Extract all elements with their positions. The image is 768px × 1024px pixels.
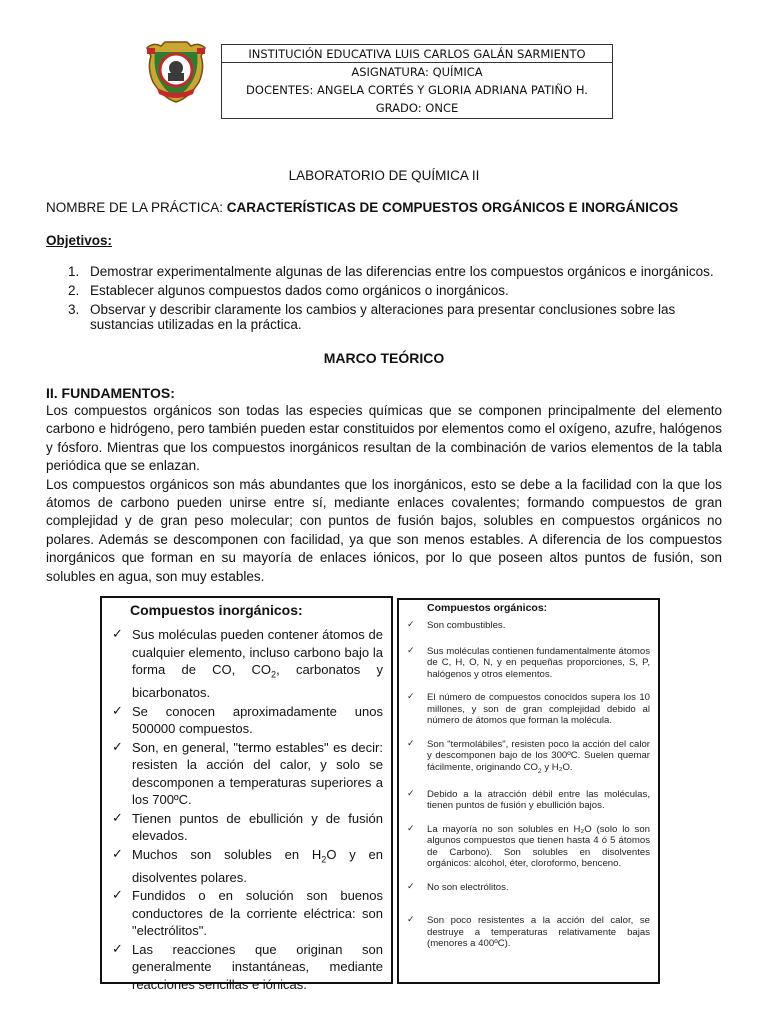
item-text: No son electrólitos. — [427, 881, 509, 893]
organic-compounds-box — [397, 598, 660, 984]
organic-item — [405, 915, 650, 950]
subscript: 2 — [271, 669, 277, 680]
inorganic-title: Compuestos inorgánicos: — [130, 602, 303, 618]
organic-item — [405, 789, 650, 812]
checkmark-icon: ✓ — [407, 788, 415, 799]
practice-label: NOMBRE DE LA PRÁCTICA: — [46, 200, 227, 215]
inorganic-item — [110, 887, 383, 940]
item-text: Sus moléculas contienen fundamentalmente átomos de C, H, O, N, y en pequeñas proporciones, S, P, halógenos y otros elementos. — [427, 645, 650, 680]
item-text: y H₂O. — [541, 761, 573, 773]
inorganic-item — [110, 739, 383, 809]
objective-number: 1. — [68, 264, 80, 279]
item-text: Muchos son solubles en H — [132, 846, 322, 862]
item-text: Debido a la atracción débil entre las moléculas, tienen puntos de fusión y ebullición bajos. — [427, 788, 650, 812]
objective-number: 3. — [68, 302, 80, 317]
checkmark-icon: ✓ — [112, 739, 123, 755]
theoretical-framework-heading: MARCO TEÓRICO — [323, 350, 445, 366]
objective-item — [46, 283, 726, 298]
checkmark-icon: ✓ — [407, 915, 415, 926]
item-text: Sus moléculas pueden contener átomos de cualquier elemento, incluso carbono bajo la forma de CO, CO — [132, 627, 383, 677]
school-shield-logo — [143, 38, 209, 104]
teachers-line: DOCENTES: ANGELA CORTÉS Y GLORIA ADRIANA PATIÑO H. — [246, 83, 588, 97]
inorganic-item — [110, 626, 383, 702]
item-text: O y en disolventes polares. — [132, 846, 383, 885]
organic-item — [405, 646, 650, 681]
objectives-list — [46, 264, 726, 336]
fundamentals-text — [46, 402, 722, 586]
practice-name-line — [46, 200, 678, 215]
grade-line: GRADO: ONCE — [375, 101, 459, 115]
paragraph: Los compuestos orgánicos son más abundantes que los inorgánicos, esto se debe a la facilidad con la que los átomos de carbono pueden unirse entre sí, mediante enlaces covalentes; formando compuestos de gran complejidad y de gran peso molecular; con puntos de fusión bajos, solubles en compuestos orgánicos no polares. Además se descomponen con facilidad, ya que son menos estables. A diferencia de los compuestos inorgánicos que forman en su mayoría de enlaces iónicos, por lo que poseen altos puntos de fusión, son solubles en agua, son muy estables. — [46, 476, 722, 584]
checkmark-icon: ✓ — [112, 941, 123, 957]
checkmark-icon: ✓ — [112, 888, 123, 904]
organic-item — [405, 824, 650, 870]
checkmark-icon: ✓ — [407, 823, 415, 834]
subscript: 2 — [537, 767, 542, 775]
objective-item — [46, 264, 726, 279]
checkmark-icon: ✓ — [112, 810, 123, 826]
item-text: El número de compuestos conocidos supera los 10 millones, y son de gran complejidad debido al número de átomos que forman la molécula. — [427, 692, 650, 726]
subscript: 2 — [321, 854, 327, 865]
objective-text: Establecer algunos compuestos dados como orgánicos o inorgánicos. — [90, 283, 509, 298]
item-text: La mayoría no son solubles en H₂O (solo lo son algunos compuestos que tienen hasta 4 ó 5 átomos de Carbono). Son solubles en disolventes orgánicos: alcohol, éter, cloroformo, benceno. — [427, 823, 650, 870]
institution-name: INSTITUCIÓN EDUCATIVA LUIS CARLOS GALÁN SARMIENTO — [222, 45, 612, 63]
lab-title: LABORATORIO DE QUÍMICA II — [288, 168, 480, 183]
organic-list — [405, 620, 650, 950]
institution-header-box — [221, 44, 613, 119]
checkmark-icon: ✓ — [407, 645, 415, 656]
subject-line: ASIGNATURA: QUÍMICA — [351, 65, 483, 79]
objectives-heading: Objetivos: — [46, 233, 113, 248]
item-text: Son, en general, "termo estables" es decir: resisten la acción del calor, y solo se descomponen a temperaturas superiores a los 700ºC. — [132, 739, 383, 808]
item-text: Se conocen aproximadamente unos 500000 compuestos. — [132, 703, 383, 737]
item-text: Son combustibles. — [427, 620, 506, 631]
practice-name: CARACTERÍSTICAS DE COMPUESTOS ORGÁNICOS E INORGÁNICOS — [226, 200, 679, 215]
inorganic-item — [110, 810, 383, 845]
checkmark-icon: ✓ — [407, 881, 415, 892]
paragraph: Los compuestos orgánicos son todas las especies químicas que se componen principalmente del elemento carbono e hidrógeno, pero también pueden estar constituidos por elementos como el oxígeno, azufre, halógenos y fósforo. Mientras que los compuestos inorgánicos resultan de la combinación de varios elementos de la tabla periódica que se enlazan. — [46, 403, 722, 474]
fundamentals-heading: II. FUNDAMENTOS: — [46, 385, 175, 401]
item-text: Son "termolábiles", resisten poco la acción del calor y descomponen bajo de los 300ºC. Suelen quemar fácilmente, originando CO — [427, 738, 650, 773]
checkmark-icon: ✓ — [407, 692, 415, 702]
item-text: Son poco resistentes a la acción del calor, se destruye a temperaturas relativamente bajas (menores a 400ºC). — [427, 915, 650, 950]
item-text: , carbonatos y bicarbonatos. — [132, 662, 384, 701]
objective-text: Observar y describir claramente los cambios y alteraciones para presentar conclusiones sobre las sustancias utilizadas en la práctica. — [90, 302, 676, 332]
organic-item — [405, 739, 650, 777]
checkmark-icon: ✓ — [112, 846, 123, 862]
checkmark-icon: ✓ — [407, 738, 415, 749]
comparison-figure — [100, 596, 660, 992]
organic-title: Compuestos orgánicos: — [427, 602, 548, 614]
inorganic-item — [110, 941, 383, 994]
item-text: Fundidos o en solución son buenos conductores de la corriente eléctrica: son "electrólitos". — [132, 888, 383, 939]
organic-item — [405, 620, 650, 632]
objective-number: 2. — [68, 283, 80, 298]
objective-item — [46, 302, 726, 332]
organic-item — [405, 692, 650, 727]
inorganic-item — [110, 846, 383, 887]
item-text: Tienen puntos de ebullición y de fusión elevados. — [132, 810, 383, 844]
checkmark-icon: ✓ — [407, 620, 415, 630]
checkmark-icon: ✓ — [112, 627, 123, 642]
item-text: Las reacciones que originan son generalmente instantáneas, mediante reacciones sencillas e iónicas. — [132, 941, 383, 992]
inorganic-compounds-box — [100, 596, 393, 992]
checkmark-icon: ✓ — [112, 703, 123, 719]
inorganic-list — [110, 626, 383, 993]
inorganic-item — [110, 703, 383, 738]
objective-text: Demostrar experimentalmente algunas de las diferencias entre los compuestos orgánicos e inorgánicos. — [90, 264, 714, 279]
organic-item — [405, 882, 650, 894]
